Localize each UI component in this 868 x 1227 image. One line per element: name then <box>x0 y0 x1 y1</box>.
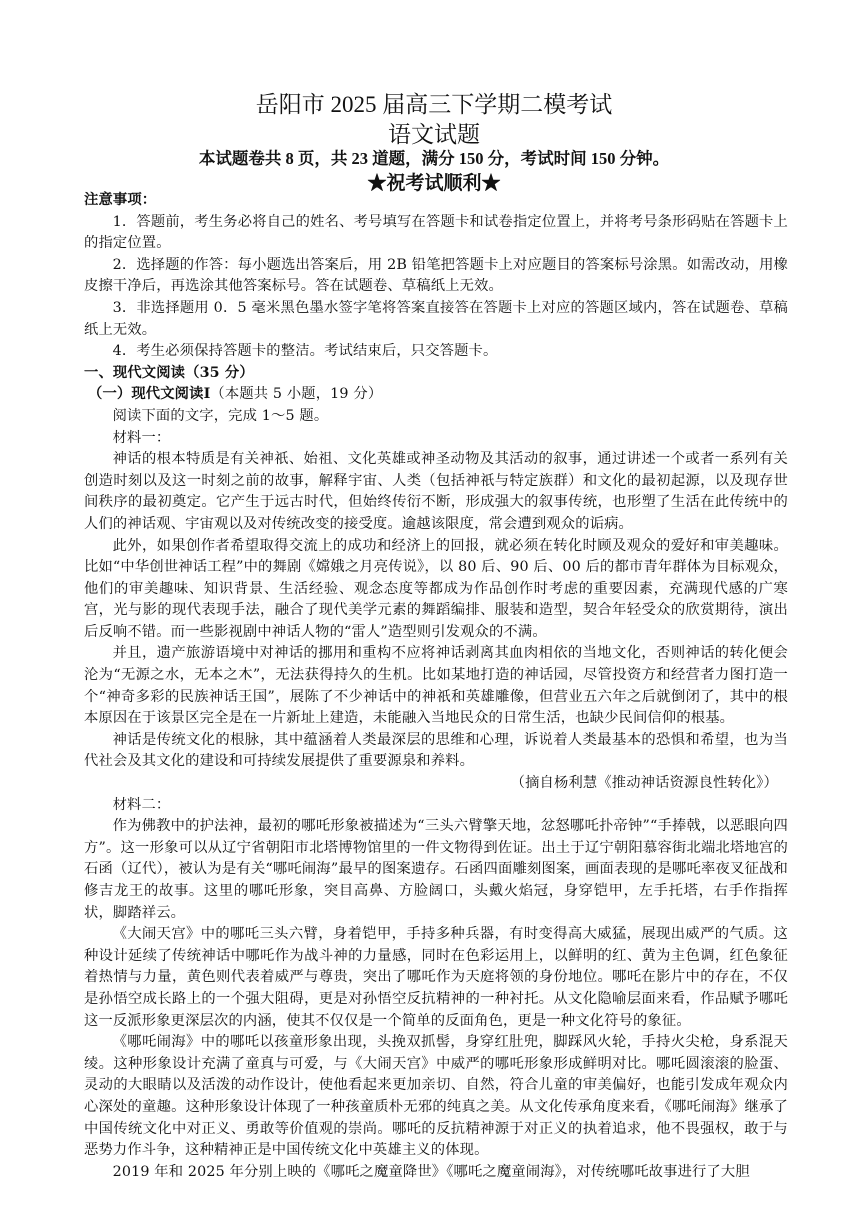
notice-item: 2．选择题的作答：每小题选出答案后，用 2B 铅笔把答题卡上对应题目的答案标号涂黑。如需改动，用橡皮擦干净后，再选涂其他答案标号。答在试题卷、草稿纸上无效。 <box>84 256 788 295</box>
paragraph: 神话是传统文化的根脉，其中蕴涵着人类最深层的思维和心理，诉说着人类最基本的恐惧和希望，也为当代社会及其文化的建设和可持续发展提供了重要源泉和养料。 <box>84 731 788 770</box>
reading-instruction: 阅读下面的文字，完成 1～5 题。 <box>112 407 329 424</box>
part-title: （一）现代文阅读Ⅰ <box>88 386 211 403</box>
section-heading: 一、现代文阅读（35 分） <box>84 364 254 381</box>
part-note: （本题共 5 小题，19 分） <box>210 386 383 403</box>
paragraph: 此外，如果创作者希望取得交流上的成功和经济上的回报，就必须在转化时顾及观众的爱好和审美趣味。比如“中华创世神话工程”中的舞剧《嫦娥之月亮传说》，以 80 后、90 后、00 后的都市青年群体为目标观众，他们的审美趣味、知识背景、生活经验、观念态度等都成为作品创作时考虑的重要因素，充满现代感的广寒宫，光与影的现代表现手法，融合了现代美学元素的舞蹈编排、服装和造型，契合年轻受众的欣赏期待，演出后反响不错。而一些影视剧中神话人物的“雷人”造型则引发观众的不满。 <box>84 537 788 640</box>
notice-item: 1．答题前，考生务必将自己的姓名、考号填写在答题卡和试卷指定位置上，并将考号条形码贴在答题卡上的指定位置。 <box>84 213 788 252</box>
paragraph: 作为佛教中的护法神，最初的哪吒形象被描述为“三头六臂擎天地，忿怒哪吒扑帝钟”“手捧戟，以恶眼向四方”。这一形象可以从辽宁省朝阳市北塔博物馆里的一件文物得到佐证。出土于辽宁朝阳慕容街北端北塔地宫的石函（辽代），被认为是有关“哪吒闹海”最早的图案遗存。石函四面雕刻图案，画面表现的是哪吒率夜叉征战和修吉龙王的故事。这里的哪吒形象，突目高鼻、方脸阔口，头戴火焰冠，身穿铠甲，左手托塔，右手作指挥状，脚踏祥云。 <box>84 818 788 921</box>
paragraph: 并且，遗产旅游语境中对神话的挪用和重构不应将神话剥离其血肉相依的当地文化，否则神话的转化便会沦为“无源之水，无本之木”，无法获得持久的生机。比如某地打造的神话园，尽管投资方和经营者力图打造一个“神奇多彩的民族神话王国”，展陈了不少神话中的神祇和英雄雕像，但营业五六年之后就倒闭了，其中的根本原因在于该景区完全是在一片新址上建造，未能融入当地民众的日常生活，也缺少民间信仰的根基。 <box>84 645 788 727</box>
paragraph: 《大闹天宫》中的哪吒三头六臂，身着铠甲，手持多种兵器，有时变得高大威猛，展现出威严的气质。这种设计延续了传统神话中哪吒作为战斗神的力量感，同时在色彩运用上，以鲜明的红、黄为主色调，红色象征着热情与力量，黄色则代表着威严与尊贵，突出了哪吒作为天庭将领的身份地位。哪吒在影片中的存在，不仅是孙悟空成长路上的一个强大阻碍，更是对孙悟空反抗精神的一种衬托。从文化隐喻层面来看，作品赋予哪吒这一反派形象更深层次的内涵，使其不仅仅是一个简单的反面角色，更是一种文化符号的象征。 <box>84 926 788 1029</box>
notice-item: 3．非选择题用 0．5 毫米黑色墨水签字笔将答案直接答在答题卡上对应的答题区域内，答在试题卷、草稿纸上无效。 <box>84 299 788 338</box>
exam-body <box>84 190 788 1183</box>
material-label: 材料二： <box>112 796 171 813</box>
material-source: （摘自杨利慧《推动神话资源良性转化》） <box>510 775 778 792</box>
paragraph: 《哪吒闹海》中的哪吒以孩童形象出现，头挽双抓髻，身穿红肚兜，脚踩风火轮，手持火尖枪，身系混天绫。这种形象设计充满了童真与可爱，与《大闹天宫》中威严的哪吒形象形成鲜明对比。哪吒圆滚滚的脸蛋、灵动的大眼睛以及活泼的动作设计，使他看起来更加亲切、自然，符合儿童的审美偏好，也能引发成年观众内心深处的童趣。这种形象设计体现了一种孩童质朴无邪的纯真之美。从文化传承角度来看，《哪吒闹海》继承了中国传统文化中对正义、勇敢等价值观的崇尚。哪吒的反抗精神源于对正义的执着追求，他不畏强权，敢于与恶势力作斗争，这种精神正是中国传统文化中英雄主义的体现。 <box>84 1034 788 1159</box>
part-heading <box>84 384 788 406</box>
notice-heading: 注意事项： <box>84 192 157 208</box>
exam-wish: ★祝考试顺利★ <box>367 173 501 194</box>
exam-info: 本试题卷共 8 页，共 23 道题，满分 150 分，考试时间 150 分钟。 <box>198 149 670 168</box>
exam-title: 岳阳市 2025 届高三下学期二模考试 <box>255 92 613 117</box>
paragraph: 神话的根本特质是有关神祇、始祖、文化英雄或神圣动物及其活动的叙事，通过讲述一个或者一系列有关创造时刻以及这一时刻之前的故事，解释宇宙、人类（包括神祇与特定族群）和文化的最初起源，以及现存世间秩序的最初奠定。它产生于远古时代，但始终传衍不断，形成强大的叙事传统，也形塑了生活在此传统中的人们的神话观、宇宙观以及对传统改变的接受度。逾越该限度，常会遭到观众的诟病。 <box>84 451 788 532</box>
paragraph: 2019 年和 2025 年分别上映的《哪吒之魔童降世》《哪吒之魔童闹海》，对传统哪吒故事进行了大胆 <box>112 1163 750 1180</box>
notice-item: 4．考生必须保持答题卡的整洁。考试结束后，只交答题卡。 <box>112 343 498 360</box>
exam-subtitle: 语文试题 <box>388 122 480 147</box>
material-label: 材料一： <box>112 429 171 446</box>
